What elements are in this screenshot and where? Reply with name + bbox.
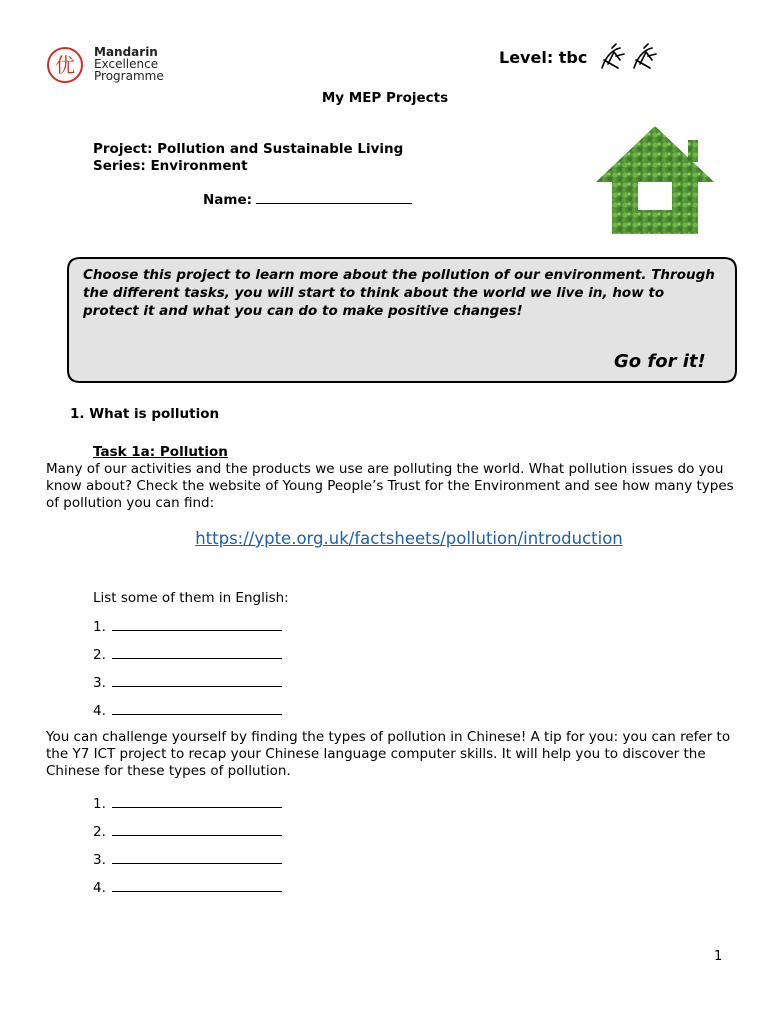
answer-blank-line[interactable] [112,674,282,687]
answer-blank-line[interactable] [112,823,282,836]
page-number: 1 [714,949,723,964]
intro-callout-text: Choose this project to learn more about the pollution of our environment. Through the different tasks, you will start to think about the world we live in, how to protect it and what you can do to make positive changes! [83,267,715,319]
mep-logo [46,44,176,88]
mep-logo-emblem [46,46,84,84]
name-label: Name: [203,192,253,208]
answer-blank-line[interactable] [112,702,282,715]
item-number: 3. [93,675,106,691]
name-field[interactable] [203,191,412,208]
level-label: Level: tbc [499,48,588,67]
item-number: 1. [93,796,106,812]
answer-blank-line[interactable] [112,879,282,892]
page-title: My MEP Projects [321,90,449,106]
english-answer-3[interactable] [93,674,282,691]
english-answer-4[interactable] [93,702,282,719]
item-number: 2. [93,824,106,840]
chinese-answer-2[interactable] [93,823,282,840]
item-number: 1. [93,619,106,635]
chinese-answer-3[interactable] [93,851,282,868]
project-info [93,141,403,175]
list-intro: List some of them in English: [93,590,289,606]
go-for-it-text: Go for it! [614,351,706,372]
item-number: 3. [93,852,106,868]
task-title: Task 1a: Pollution [93,444,228,460]
chinese-answer-1[interactable] [93,795,282,812]
logo-line-3: Programme [94,69,164,83]
logo-line-1: Mandarin [94,45,158,59]
mep-logo-wordmark [94,46,164,82]
green-house-icon [592,122,718,238]
section-heading: 1. What is pollution [70,406,220,422]
task-paragraph-1: Many of our activities and the products we use are polluting the world. What pollution issues do you know about? Check the website of Young People’s Trust for the Environment and see how many types of pollution you can find: [46,461,734,511]
name-blank-line[interactable] [256,191,412,204]
answer-blank-line[interactable] [112,795,282,808]
series-line: Series: Environment [93,158,248,174]
item-number: 4. [93,703,106,719]
english-answer-1[interactable] [93,618,282,635]
item-number: 2. [93,647,106,663]
chinese-answer-4[interactable] [93,879,282,896]
answer-blank-line[interactable] [112,646,282,659]
ypte-link[interactable]: https://ypte.org.uk/factsheets/pollution/introduction [195,529,623,548]
task-paragraph-2: You can challenge yourself by finding the types of pollution in Chinese! A tip for you: you can refer to the Y7 ICT project to recap your Chinese language computer skills. It will help you to discover the Chinese for these types of pollution. [46,729,731,779]
project-line: Project: Pollution and Sustainable Living [93,141,404,157]
answer-blank-line[interactable] [112,618,282,631]
logo-line-2: Excellence [94,57,159,71]
item-number: 4. [93,880,106,896]
dragon-icon [598,42,662,74]
mep-logo-glyph: 优 [55,53,75,77]
answer-blank-line[interactable] [112,851,282,864]
english-answer-2[interactable] [93,646,282,663]
